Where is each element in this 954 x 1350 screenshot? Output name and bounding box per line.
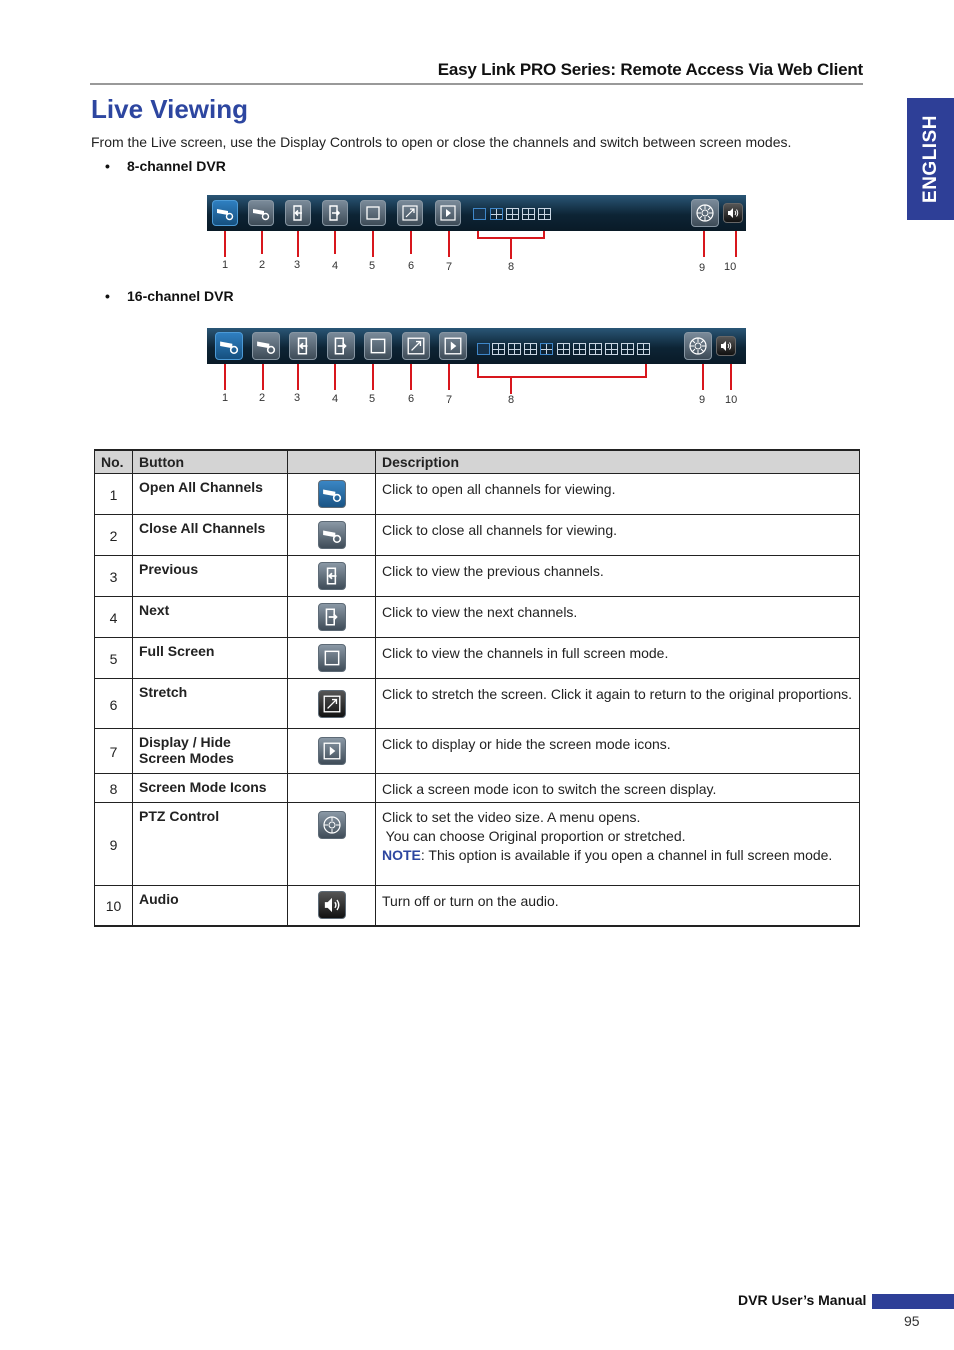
table-row (95, 886, 860, 926)
stretch-icon[interactable] (402, 332, 430, 360)
close-all-channels-icon (318, 521, 346, 549)
callout-number: 10 (724, 261, 737, 273)
callout-number: 8 (508, 394, 515, 406)
callout-line (261, 231, 263, 254)
screen-mode-alt3-icon[interactable] (637, 343, 650, 355)
row-number: 9 (95, 803, 133, 886)
callout-line (297, 231, 299, 257)
language-side-tab (907, 98, 954, 220)
header-divider (90, 83, 863, 85)
table-row (95, 556, 860, 597)
row-button-name: PTZ Control (133, 803, 288, 886)
row-description: Click to stretch the screen. Click it again to return to the original proportions. (376, 679, 860, 729)
header-icon (288, 450, 376, 474)
page-number: 95 (904, 1313, 920, 1329)
toolbar-figure-8ch (207, 195, 747, 285)
table-row (95, 774, 860, 803)
open-all-channels-icon[interactable] (215, 332, 243, 360)
ptz-control-icon[interactable] (684, 332, 712, 360)
display-controls-toolbar (207, 328, 746, 364)
callout-number: 2 (259, 392, 266, 404)
bullet-16-channel-label: 16-channel DVR (127, 288, 234, 304)
screen-mode-6-icon[interactable] (508, 343, 521, 355)
row-description: Click to view the channels in full screen mode. (376, 638, 860, 679)
audio-icon (318, 891, 346, 919)
screen-mode-alt-icon[interactable] (605, 343, 618, 355)
screen-mode-1-icon[interactable] (473, 208, 486, 220)
screen-mode-4-icon[interactable] (492, 343, 505, 355)
table-row (95, 679, 860, 729)
header-button: Button (133, 450, 288, 474)
row-number: 10 (95, 886, 133, 926)
callout-line (448, 231, 450, 257)
table-row (95, 729, 860, 774)
row-icon-cell (288, 515, 376, 556)
section-heading: Live Viewing (91, 94, 249, 124)
callout-number: 1 (222, 392, 229, 404)
table-row (95, 597, 860, 638)
callout-number: 8 (508, 261, 515, 273)
callout-bracket (477, 376, 647, 378)
callout-number: 7 (446, 261, 453, 273)
ptz-note (382, 846, 853, 865)
callout-number: 3 (294, 259, 301, 271)
table-row (95, 803, 860, 886)
row-button-name: Next (133, 597, 288, 638)
callout-number: 5 (369, 393, 376, 405)
row-description: Click to display or hide the screen mode icons. (376, 729, 860, 774)
previous-icon[interactable] (289, 332, 317, 360)
screen-mode-8-icon[interactable] (522, 208, 535, 220)
row-icon-cell (288, 774, 376, 803)
row-button-name: Audio (133, 886, 288, 926)
screen-mode-8-icon[interactable] (524, 343, 537, 355)
row-icon-cell (288, 474, 376, 515)
row-number: 5 (95, 638, 133, 679)
table-row (95, 515, 860, 556)
row-description: Click to view the next channels. (376, 597, 860, 638)
row-icon-cell (288, 679, 376, 729)
previous-icon[interactable] (285, 200, 311, 226)
screen-mode-13-icon[interactable] (573, 343, 586, 355)
row-icon-cell (288, 729, 376, 774)
bullet-dot: • (105, 288, 110, 304)
full-screen-icon[interactable] (364, 332, 392, 360)
callout-line (224, 231, 226, 257)
screen-mode-16-icon[interactable] (589, 343, 602, 355)
close-all-channels-icon[interactable] (248, 200, 274, 226)
row-button-name: Full Screen (133, 638, 288, 679)
table-row (95, 474, 860, 515)
callout-number: 7 (446, 394, 453, 406)
open-all-channels-icon[interactable] (212, 200, 238, 226)
callout-number: 1 (222, 259, 229, 271)
display-controls-toolbar (207, 195, 746, 231)
display-hide-screen-modes-icon (318, 737, 346, 765)
callout-line (702, 364, 704, 390)
screen-mode-9-icon[interactable] (540, 343, 553, 355)
callout-line (510, 237, 512, 259)
row-number: 2 (95, 515, 133, 556)
callout-line (410, 364, 412, 390)
screen-mode-6-icon[interactable] (506, 208, 519, 220)
callout-number: 3 (294, 392, 301, 404)
row-button-name: Display / Hide Screen Modes (133, 729, 288, 774)
callout-line (334, 231, 336, 254)
row-button-name: Open All Channels (133, 474, 288, 515)
callouts-16ch (207, 364, 747, 418)
callout-line (224, 364, 226, 390)
row-number: 7 (95, 729, 133, 774)
screen-mode-9-icon[interactable] (538, 208, 551, 220)
callout-number: 2 (259, 259, 266, 271)
table-header-row (95, 450, 860, 474)
row-icon-cell (288, 886, 376, 926)
audio-icon[interactable] (723, 203, 743, 223)
header-no: No. (95, 450, 133, 474)
bullet-16-channel (105, 288, 234, 304)
callout-number: 9 (699, 262, 706, 274)
callout-number: 4 (332, 393, 339, 405)
full-screen-icon (318, 644, 346, 672)
callout-line (735, 231, 737, 257)
table-row (95, 638, 860, 679)
row-icon-cell (288, 803, 376, 886)
callout-line (262, 364, 264, 390)
screen-mode-alt2-icon[interactable] (621, 343, 634, 355)
full-screen-icon[interactable] (360, 200, 386, 226)
row-icon-cell (288, 556, 376, 597)
callout-line (334, 364, 336, 390)
callout-number: 6 (408, 260, 415, 272)
row-button-name: Close All Channels (133, 515, 288, 556)
row-icon-cell (288, 597, 376, 638)
open-all-channels-icon (318, 480, 346, 508)
stretch-icon[interactable] (397, 200, 423, 226)
display-hide-screen-modes-icon[interactable] (435, 200, 461, 226)
screen-mode-10-icon[interactable] (557, 343, 570, 355)
footer-manual-label: DVR User’s Manual (738, 1292, 867, 1308)
ptz-control-icon[interactable] (691, 199, 719, 227)
display-hide-screen-modes-icon[interactable] (439, 332, 467, 360)
stretch-icon (318, 690, 346, 718)
callout-number: 6 (408, 393, 415, 405)
language-label: ENGLISH (919, 115, 941, 203)
row-number: 8 (95, 774, 133, 803)
callout-line (703, 231, 705, 257)
callout-line (372, 231, 374, 257)
next-icon[interactable] (322, 200, 348, 226)
ptz-description-line1: Click to set the video size. A menu opens. (382, 809, 641, 825)
callouts-8ch (207, 231, 747, 285)
ptz-control-icon (318, 811, 346, 839)
note-label: NOTE (382, 847, 421, 863)
button-description-table (94, 449, 860, 927)
bullet-8-channel-label: 8-channel DVR (127, 158, 226, 174)
bullet-dot: • (105, 158, 110, 174)
row-number: 4 (95, 597, 133, 638)
row-button-name: Previous (133, 556, 288, 597)
audio-icon[interactable] (716, 336, 736, 356)
previous-icon (318, 562, 346, 590)
note-text: : This option is available if you open a channel in full screen mode. (420, 847, 833, 863)
footer-accent-bar (872, 1294, 954, 1309)
row-button-name: Screen Mode Icons (133, 774, 288, 803)
callout-line (297, 364, 299, 390)
row-description-ptz (376, 803, 860, 886)
row-description: Turn off or turn on the audio. (376, 886, 860, 926)
callout-line (372, 364, 374, 390)
callout-line (448, 364, 450, 390)
row-description: Click a screen mode icon to switch the screen display. (376, 774, 860, 803)
callout-line (730, 364, 732, 390)
close-all-channels-icon[interactable] (252, 332, 280, 360)
toolbar-figure-16ch (207, 328, 747, 418)
row-icon-cell (288, 638, 376, 679)
ptz-description-line2: You can choose Original proportion or stretched. (382, 828, 686, 844)
row-description: Click to view the previous channels. (376, 556, 860, 597)
next-icon[interactable] (327, 332, 355, 360)
row-description: Click to open all channels for viewing. (376, 474, 860, 515)
row-description: Click to close all channels for viewing. (376, 515, 860, 556)
callout-number: 4 (332, 260, 339, 272)
callout-line (510, 376, 512, 394)
document-header-title: Easy Link PRO Series: Remote Access Via Web Client (437, 60, 863, 79)
intro-paragraph: From the Live screen, use the Display Controls to open or close the channels and switch between screen modes. (91, 134, 792, 150)
callout-number: 5 (369, 260, 376, 272)
row-number: 3 (95, 556, 133, 597)
screen-mode-4-icon[interactable] (490, 208, 503, 220)
row-number: 6 (95, 679, 133, 729)
row-number: 1 (95, 474, 133, 515)
bullet-8-channel (105, 158, 226, 174)
callout-number: 10 (725, 394, 738, 406)
next-icon (318, 603, 346, 631)
row-button-name: Stretch (133, 679, 288, 729)
callout-line (410, 231, 412, 254)
screen-mode-1-icon[interactable] (477, 343, 490, 355)
header-description: Description (376, 450, 860, 474)
callout-number: 9 (699, 394, 706, 406)
